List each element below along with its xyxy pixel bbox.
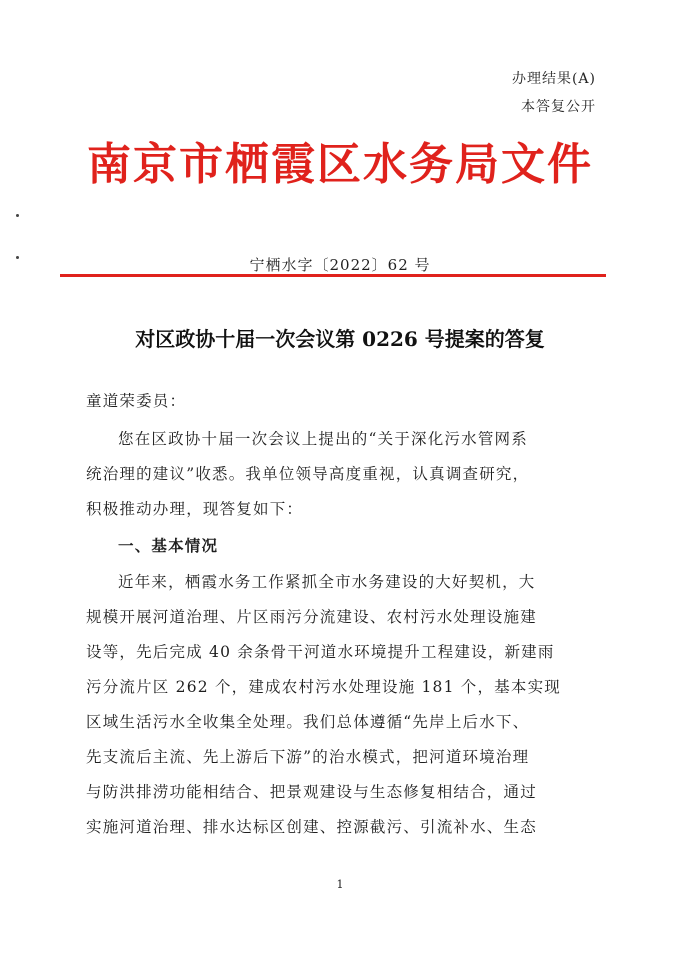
body-line: 实施河道治理、排水达标区创建、控源截污、引流补水、生态: [86, 818, 537, 836]
body-line: 设等，先后完成 40 余条骨干河道水环境提升工程建设，新建雨: [86, 643, 555, 661]
document-number: 宁栖水字〔2022〕62 号: [249, 256, 431, 274]
reply-title: 对区政协十届一次会议第 0226 号提案的答复: [135, 327, 545, 351]
salutation: 童道荣委员：: [86, 392, 187, 410]
section-heading: 一、基本情况: [118, 537, 219, 555]
agency-document-title: 南京市栖霞区水务局文件: [87, 139, 593, 190]
intro-line: 积极推动办理，现答复如下：: [86, 500, 304, 518]
body-line: 规模开展河道治理、片区雨污分流建设、农村污水处理设施建: [86, 608, 537, 626]
body-line: 与防洪排涝功能相结合、把景观建设与生态修复相结合，通过: [86, 783, 537, 801]
disclosure-status-label: 本答复公开: [521, 99, 596, 115]
body-line: 区域生活污水全收集全处理。我们总体遵循“先岸上后水下、: [86, 713, 530, 731]
body-line: 污分流片区 262 个，建成农村污水处理设施 181 个，基本实现: [86, 678, 561, 696]
body-line: 近年来，栖霞水务工作紧抓全市水务建设的大好契机，大: [118, 573, 536, 591]
disclosure-result-label: 办理结果(A): [511, 71, 596, 87]
intro-line: 统治理的建议”收悉。我单位领导高度重视，认真调查研究，: [86, 465, 530, 483]
scan-mark: [16, 214, 19, 217]
body-line: 先支流后主流、先上游后下游”的治水模式，把河道环境治理: [86, 748, 530, 766]
page-number: 1: [336, 878, 344, 891]
intro-line: 您在区政协十届一次会议上提出的“关于深化污水管网系: [118, 430, 528, 448]
red-divider: [60, 274, 606, 277]
